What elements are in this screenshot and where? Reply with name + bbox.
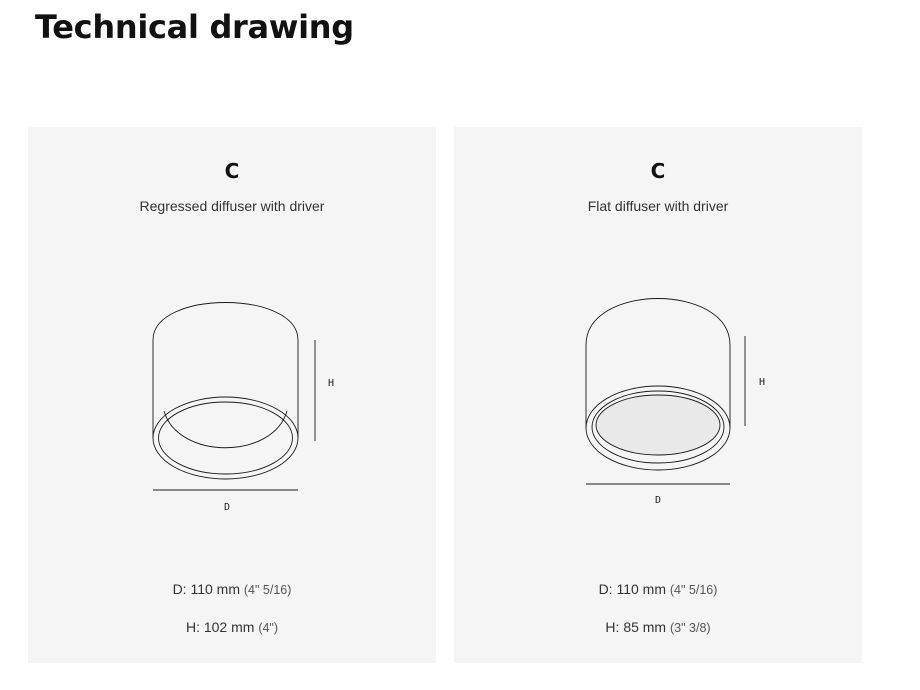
page-title: Technical drawing xyxy=(35,8,354,46)
height-spec xyxy=(28,619,436,635)
product-card-flat xyxy=(454,0,862,690)
diameter-spec-imperial: (4" 5/16) xyxy=(669,583,718,597)
product-card-regressed xyxy=(28,0,436,690)
diameter-spec xyxy=(28,581,436,597)
diameter-spec-imperial: (4" 5/16) xyxy=(243,583,292,597)
card-subtitle: Regressed diffuser with driver xyxy=(139,198,325,214)
regressed-diffuser-arc xyxy=(164,411,287,448)
bottom-rim-outer xyxy=(153,397,298,479)
cylinder-top-edge xyxy=(586,299,730,346)
bottom-rim-inner xyxy=(159,402,293,474)
card-subtitle: Flat diffuser with driver xyxy=(587,198,729,214)
flat-diffuser-disc xyxy=(596,395,720,455)
height-dimension-label: H xyxy=(759,377,766,388)
cylinder-top-edge xyxy=(153,303,298,341)
diameter-spec xyxy=(454,581,862,597)
height-spec-label: H: xyxy=(605,619,620,635)
diameter-spec-metric: 110 mm xyxy=(616,581,666,597)
card-code: C xyxy=(224,159,240,183)
diameter-spec-metric: 110 mm xyxy=(190,581,240,597)
diameter-dimension-label: D xyxy=(224,502,231,513)
height-spec-metric: 102 mm xyxy=(203,619,255,635)
height-spec-imperial: (3" 3/8) xyxy=(670,621,711,635)
height-spec-imperial: (4") xyxy=(258,621,279,635)
height-spec-metric: 85 mm xyxy=(623,619,667,635)
card-code: C xyxy=(650,159,666,183)
diameter-spec-label: D: xyxy=(172,581,187,597)
height-spec xyxy=(454,619,862,635)
height-spec-label: H: xyxy=(185,619,200,635)
diameter-dimension-label: D xyxy=(655,495,662,506)
diameter-spec-label: D: xyxy=(598,581,613,597)
height-dimension-label: H xyxy=(328,378,335,389)
